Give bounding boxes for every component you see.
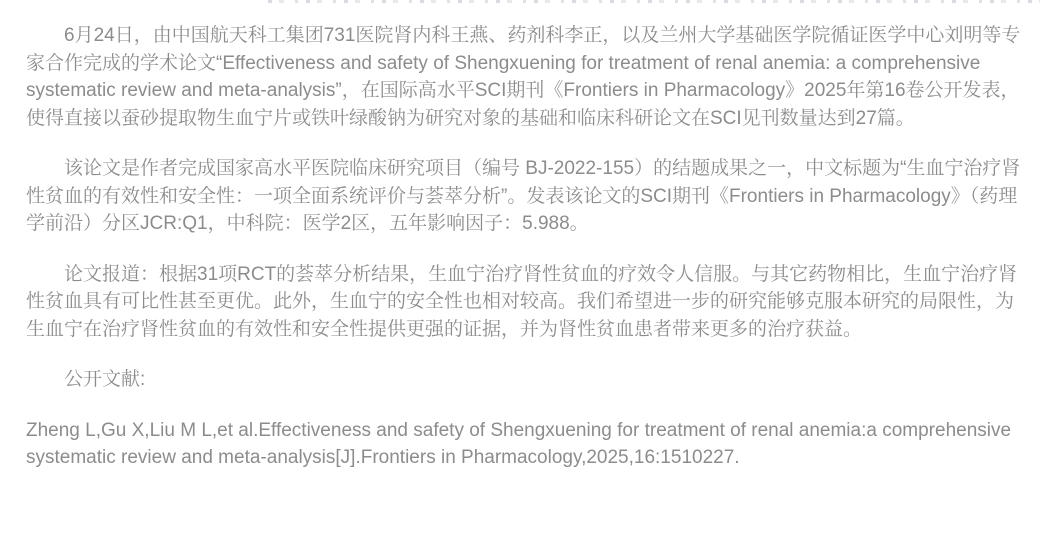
paragraph-paper-findings: 论文报道：根据31项RCT的荟萃分析结果，生血宁治疗肾性贫血的疗效令人信服。与其它药物相比，生血宁治疗肾性贫血具有可比性甚至更优。此外，生血宁的安全性也相对较高。我们希望进一步的研究能够克服本研究的局限性，为生血宁在治疗肾性贫血的有效性和安全性提供更强的证据，并为肾性贫血患者带来更多的治疗获益。 xyxy=(26,263,1018,340)
paragraph-publication-announcement: 6月24日，由中国航天科工集团731医院肾内科王燕、药剂科李正，以及兰州大学基础医学院循证医学中心刘明等专家合作完成的学术论文“Effectiveness and safety of Shengxuening for treatment of renal anemia: a comprehensive systematic review and meta-analysis”，在国际高水平SCI期刊《Frontiers in Pharmacology》2025年第16卷公开发表，使得直接以蚕砂提取物生血宁片或铁叶绿酸钠为研究对象的基础和临床科研论文在SCI见刊数量达到27篇。 xyxy=(26,25,1021,129)
cropped-top-text-remnant xyxy=(268,0,1040,3)
reference-heading: 公开文献: xyxy=(64,369,146,390)
article-body xyxy=(26,22,1022,472)
citation-text: Zheng L,Gu X,Liu M L,et al.Effectiveness and safety of Shengxuening for treatment of renal anemia:a comprehensive systematic review and meta-analysis[J].Frontiers in Pharmacology,2025,16:1510227. xyxy=(26,419,1012,468)
paragraph-project-and-journal-info: 该论文是作者完成国家高水平医院临床研究项目（编号 BJ-2022-155）的结题成果之一，中文标题为“生血宁治疗肾性贫血的有效性和安全性：一项全面系统评价与荟萃分析”。发表该论文的SCI期刊《Frontiers in Pharmacology》（药理学前沿）分区JCR:Q1，中科院：医学2区，五年影响因子：5.988。 xyxy=(26,158,1021,234)
